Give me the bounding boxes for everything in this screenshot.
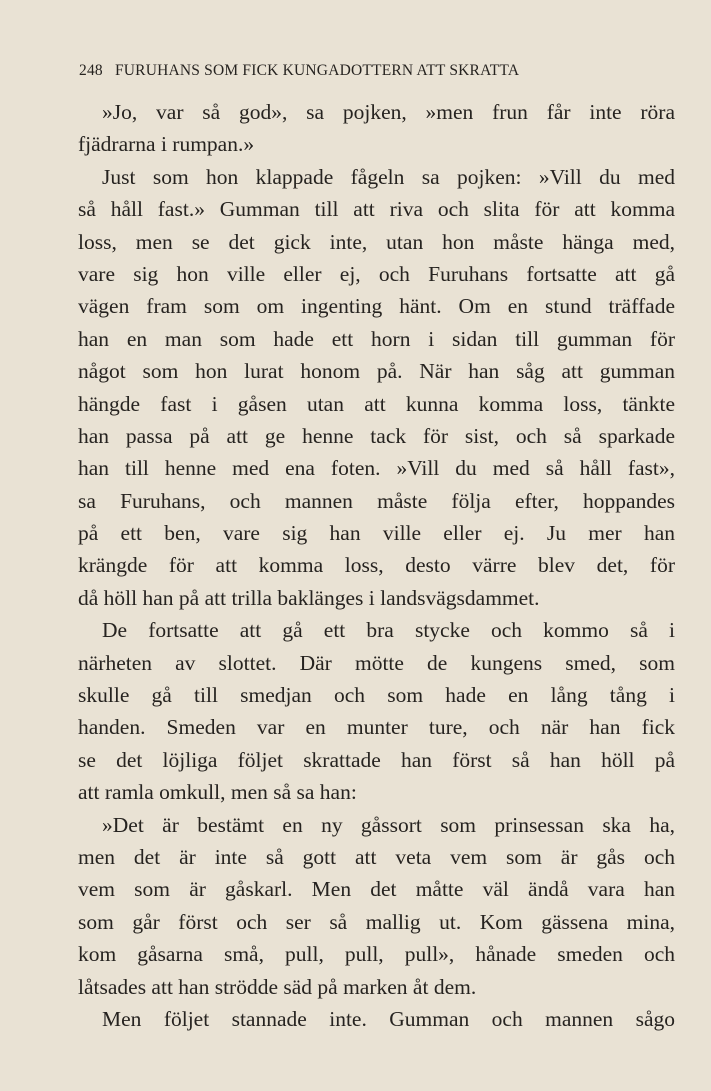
text-line: vägen fram som om ingenting hänt. Om en stund träffade	[78, 294, 675, 319]
text-line: handen. Smeden var en munter ture, och när han fick	[78, 715, 675, 740]
text-line: hängde fast i gåsen utan att kunna komma loss, tänkte	[78, 391, 675, 416]
running-title: FURUHANS SOM FICK KUNGADOTTERN ATT SKRATTA	[114, 62, 520, 79]
text-line: som går först och ser så mallig ut. Kom gässena mina,	[78, 909, 675, 934]
text-line: Men följet stannade inte. Gumman och mannen sågo	[102, 1006, 675, 1031]
text-line: låtsades att han strödde säd på marken åt dem.	[78, 974, 477, 999]
text-line: på ett ben, vare sig han ville eller ej. Ju mer han	[78, 521, 675, 546]
text-line: Just som hon klappade fågeln sa pojken: »Vill du med	[102, 164, 675, 189]
text-line: se det löjliga följet skrattade han först så han höll på	[78, 747, 675, 772]
text-line: något som hon lurat honom på. När han såg att gumman	[78, 359, 675, 384]
text-line: kom gåsarna små, pull, pull, pull», hånade smeden och	[78, 942, 675, 967]
text-line: »Det är bestämt en ny gåssort som prinsessan ska ha,	[102, 812, 675, 837]
text-line: skulle gå till smedjan och som hade en lång tång i	[78, 683, 675, 708]
text-line: fjädrarna i rumpan.»	[78, 132, 255, 157]
text-line: han till henne med ena foten. »Vill du med så håll fast»,	[78, 456, 675, 481]
text-line: »Jo, var så god», sa pojken, »men frun får inte röra	[102, 100, 675, 124]
running-header	[79, 62, 649, 80]
text-line: vem som är gåskarl. Men det måtte väl ändå vara han	[78, 877, 675, 902]
page-number: 248	[79, 62, 103, 79]
text-line: vare sig hon ville eller ej, och Furuhans fortsatte att gå	[78, 261, 675, 286]
body-text	[78, 96, 675, 1035]
text-line: men det är inte så gott att veta vem som är gås och	[78, 844, 675, 869]
text-line: närheten av slottet. Där mötte de kungens smed, som	[78, 650, 675, 675]
text-line: sa Furuhans, och mannen måste följa efter, hoppandes	[78, 488, 675, 513]
text-line: då höll han på att trilla baklänges i landsvägsdammet.	[78, 585, 540, 610]
text-line: han passa på att ge henne tack för sist, och så sparkade	[78, 423, 675, 448]
text-line: De fortsatte att gå ett bra stycke och kommo så i	[102, 618, 675, 643]
text-line: så håll fast.» Gumman till att riva och slita för att komma	[78, 197, 675, 222]
text-line: han en man som hade ett horn i sidan till gumman för	[78, 326, 675, 351]
text-line: att ramla omkull, men så sa han:	[78, 780, 357, 805]
text-line: loss, men se det gick inte, utan hon måste hänga med,	[78, 229, 675, 254]
text-line: krängde för att komma loss, desto värre blev det, för	[78, 553, 675, 578]
